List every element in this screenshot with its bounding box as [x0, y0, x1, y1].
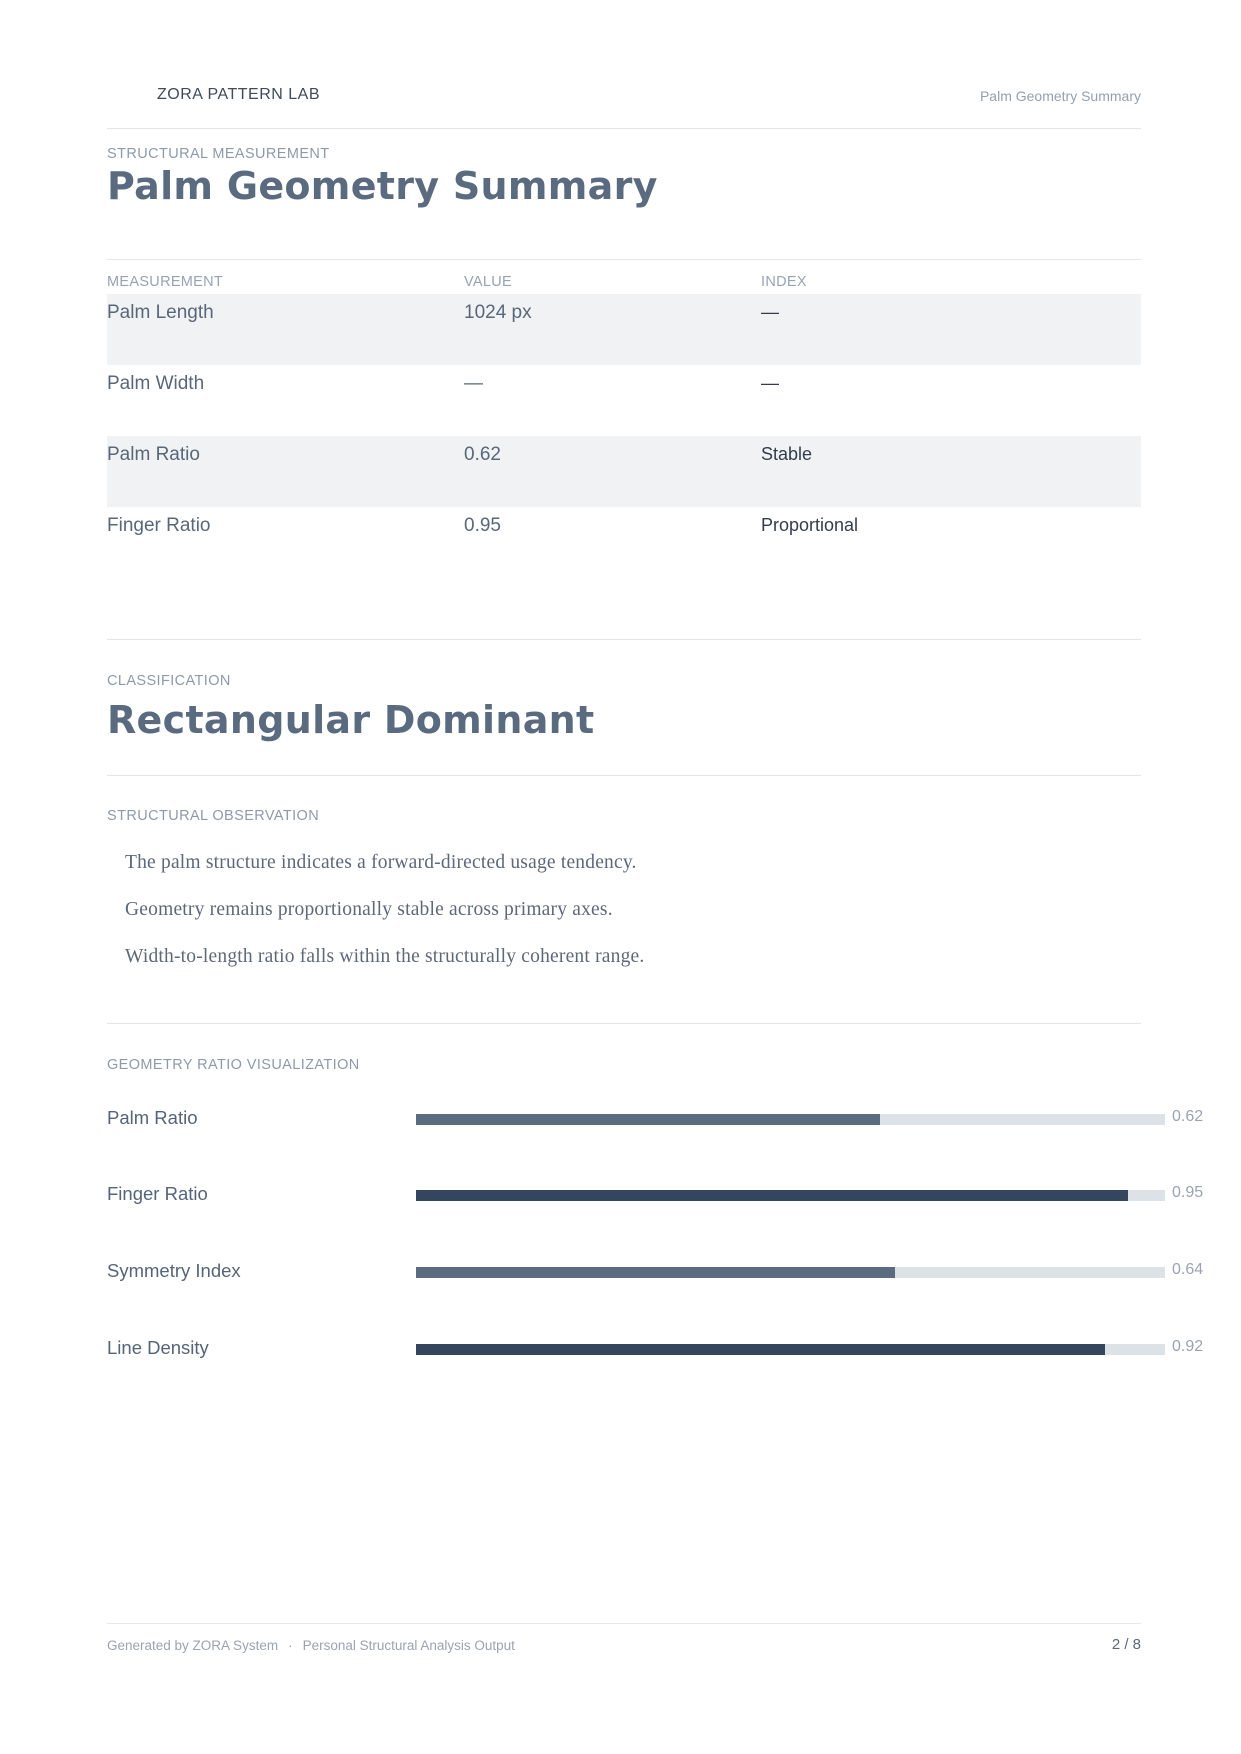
- column-header-value: VALUE: [464, 274, 512, 290]
- measurement-eyebrow: STRUCTURAL MEASUREMENT: [107, 146, 330, 162]
- section-divider: [107, 639, 1141, 640]
- section-divider: [107, 1023, 1141, 1024]
- ratio-bar-track: [416, 1267, 1165, 1278]
- page-number: 2 / 8: [1111, 1636, 1141, 1653]
- table-row: [107, 507, 1141, 578]
- header-section-title: Palm Geometry Summary: [979, 88, 1141, 104]
- ratio-bar-track: [416, 1344, 1165, 1355]
- measurement-name: Palm Length: [107, 302, 214, 323]
- ratio-bar-fill: [416, 1344, 1105, 1355]
- column-header-index: INDEX: [761, 274, 807, 290]
- table-row: [107, 294, 1141, 365]
- ratio-bar-label: Palm Ratio: [107, 1107, 198, 1128]
- ratio-bar-label: Symmetry Index: [107, 1260, 241, 1281]
- table-header: [107, 259, 1141, 294]
- observation-line: Geometry remains proportionally stable across primary axes.: [125, 899, 613, 920]
- ratio-bar-value: 0.95: [1172, 1184, 1204, 1201]
- visualization-eyebrow: GEOMETRY RATIO VISUALIZATION: [107, 1057, 360, 1073]
- page-title: Palm Geometry Summary: [107, 164, 658, 208]
- footer-output-label: Personal Structural Analysis Output: [302, 1638, 515, 1653]
- measurement-table: [107, 259, 1141, 578]
- ratio-bar-fill: [416, 1267, 895, 1278]
- measurement-index: Proportional: [761, 515, 859, 535]
- measurement-value: 1024 px: [464, 302, 532, 323]
- ratio-bar-value: 0.64: [1172, 1261, 1204, 1278]
- footer-generated-by: Generated by ZORA System: [107, 1638, 279, 1653]
- measurement-value: —: [464, 373, 483, 394]
- measurement-index: —: [761, 373, 779, 393]
- observation-line: Width-to-length ratio falls within the structurally coherent range.: [125, 946, 645, 967]
- classification-title: Rectangular Dominant: [107, 698, 595, 742]
- page-header: [107, 84, 1141, 129]
- ratio-bar-row: [107, 1183, 1241, 1207]
- ratio-bar-fill: [416, 1114, 880, 1125]
- measurement-value: 0.62: [464, 444, 501, 465]
- ratio-bar-fill: [416, 1190, 1128, 1201]
- ratio-bar-row: [107, 1107, 1241, 1131]
- column-header-measurement: MEASUREMENT: [107, 274, 224, 290]
- classification-eyebrow: CLASSIFICATION: [107, 673, 231, 689]
- ratio-bar-value: 0.92: [1172, 1338, 1204, 1355]
- measurement-index: Stable: [761, 444, 813, 464]
- footer-separator: ·: [288, 1638, 293, 1653]
- ratio-bar-value: 0.62: [1172, 1108, 1204, 1125]
- ratio-bar-track: [416, 1190, 1165, 1201]
- measurement-name: Palm Width: [107, 373, 205, 394]
- section-divider: [107, 775, 1141, 776]
- observation-line: The palm structure indicates a forward-directed usage tendency.: [125, 852, 637, 873]
- brand-name: ZORA PATTERN LAB: [157, 86, 320, 103]
- observation-eyebrow: STRUCTURAL OBSERVATION: [107, 808, 320, 824]
- ratio-bar-label: Finger Ratio: [107, 1183, 208, 1204]
- footer-divider: [107, 1623, 1141, 1624]
- measurement-name: Palm Ratio: [107, 444, 200, 465]
- ratio-bar-track: [416, 1114, 1165, 1125]
- report-page: [107, 0, 1204, 1754]
- footer-meta: [107, 1638, 515, 1653]
- ratio-bar-row: [107, 1337, 1241, 1361]
- measurement-value: 0.95: [464, 515, 501, 536]
- ratio-bar-row: [107, 1260, 1241, 1284]
- measurement-name: Finger Ratio: [107, 515, 211, 536]
- table-row: [107, 365, 1141, 436]
- table-row: [107, 436, 1141, 507]
- measurement-index: —: [761, 302, 779, 322]
- ratio-bar-label: Line Density: [107, 1337, 209, 1358]
